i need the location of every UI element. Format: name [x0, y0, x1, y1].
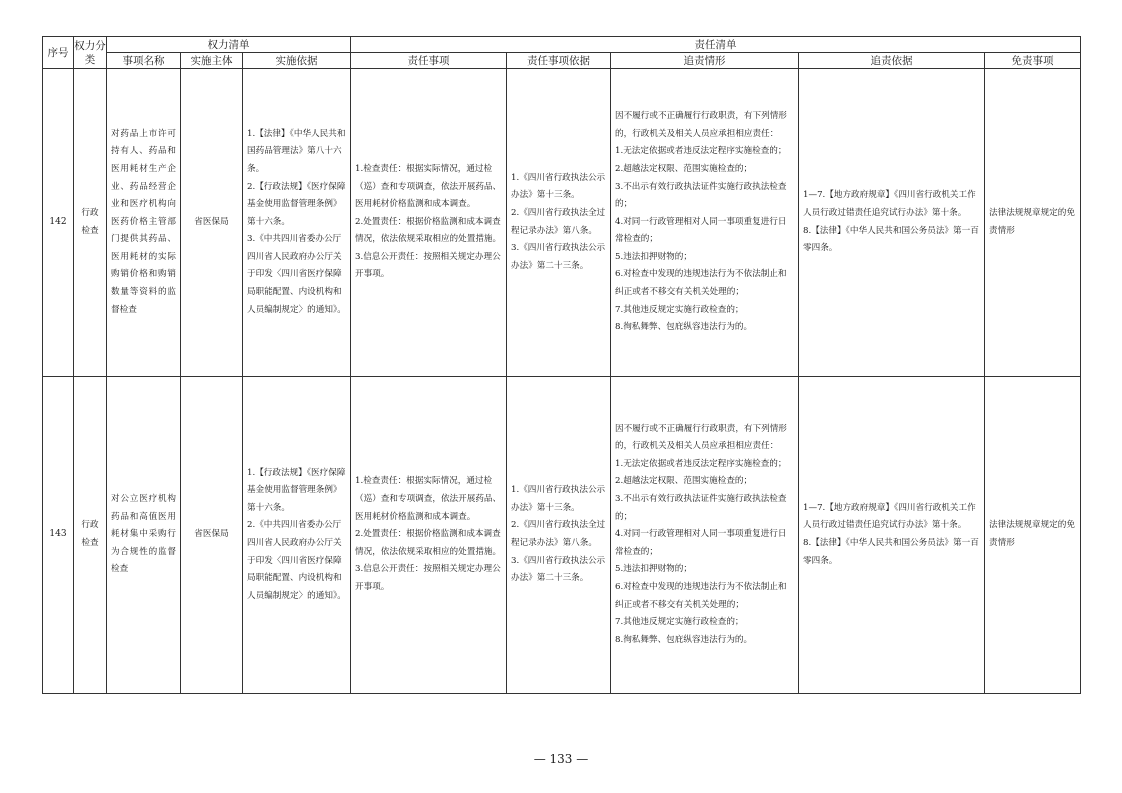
header-accountability: 追责情形: [611, 53, 799, 69]
row-account-basis: 1—7.【地方政府规章】《四川省行政机关工作人员行政过错责任追究试行办法》第十条。 8.【法律】《中华人民共和国公务员法》第一百零四条。: [799, 69, 985, 377]
row-basis: 1.【法律】《中华人民共和国药品管理法》第八十六条。 2.【行政法规】《医疗保障基金使用监督管理条例》第十六条。 3.《中共四川省委办公厅 四川省人民政府办公厅关于印发〈四川省医疗保障局职能配置、内设机构和人员编制规定〉的通知》。: [243, 69, 351, 377]
header-exemption: 免责事项: [985, 53, 1081, 69]
row-accountability: 因不履行或不正确履行行政职责，有下列情形的，行政机关及相关人员应承担相应责任： 1.无法定依据或者违反法定程序实施检查的； 2.超越法定权限、范围实施检查的； 3.不出示有效行政执法证件实施行政执法检查的； 4.对同一行政管理相对人同一事项重复进行日常检查的； 5.违法扣押财物的； 6.对检查中发现的违规违法行为不依法制止和纠正或者不移交有关机关处理的； 7.其他违反规定实施行政检查的； 8.徇私舞弊、包庇纵容违法行为的。: [611, 377, 799, 694]
header-implementer: 实施主体: [181, 53, 243, 69]
power-responsibility-table: [42, 36, 1081, 694]
row-category: 行政检查: [74, 377, 107, 694]
row-item-name: 对公立医疗机构药品和高值医用耗材集中采购行为合规性的监督检查: [107, 377, 181, 694]
row-resp-basis: 1.《四川省行政执法公示办法》第十三条。 2.《四川省行政执法全过程记录办法》第八条。 3.《四川省行政执法公示办法》第二十三条。: [507, 377, 611, 694]
header-power-category: 权力分类: [74, 37, 107, 69]
row-account-basis: 1—7.【地方政府规章】《四川省行政机关工作人员行政过错责任追究试行办法》第十条。 8.【法律】《中华人民共和国公务员法》第一百零四条。: [799, 377, 985, 694]
row-accountability: 因不履行或不正确履行行政职责，有下列情形的，行政机关及相关人员应承担相应责任： 1.无法定依据或者违反法定程序实施检查的； 2.超越法定权限、范围实施检查的； 3.不出示有效行政执法证件实施行政执法检查的； 4.对同一行政管理相对人同一事项重复进行日常检查的； 5.违法扣押财物的； 6.对检查中发现的违规违法行为不依法制止和纠正或者不移交有关机关处理的； 7.其他违反规定实施行政检查的； 8.徇私舞弊、包庇纵容违法行为的。: [611, 69, 799, 377]
row-category: 行政检查: [74, 69, 107, 377]
row-seq: 143: [43, 377, 74, 694]
row-implementer: 省医保局: [181, 377, 243, 694]
row-basis: 1.【行政法规】《医疗保障基金使用监督管理条例》第十六条。 2.《中共四川省委办公厅 四川省人民政府办公厅关于印发〈四川省医疗保障局职能配置、内设机构和人员编制规定〉的通知》。: [243, 377, 351, 694]
row-resp-basis: 1.《四川省行政执法公示办法》第十三条。 2.《四川省行政执法全过程记录办法》第八条。 3.《四川省行政执法公示办法》第二十三条。: [507, 69, 611, 377]
header-resp-items: 责任事项: [351, 53, 507, 69]
table-row: [43, 377, 1081, 694]
header-power-list: 权力清单: [107, 37, 351, 53]
row-seq: 142: [43, 69, 74, 377]
header-account-basis: 追责依据: [799, 53, 985, 69]
header-responsibility-list: 责任清单: [351, 37, 1081, 53]
header-resp-basis: 责任事项依据: [507, 53, 611, 69]
row-implementer: 省医保局: [181, 69, 243, 377]
header-seq: 序号: [43, 37, 74, 69]
row-resp-items: 1.检查责任：根据实际情况，通过检（巡）查和专项调查，依法开展药品、医用耗材价格监测和成本调查。 2.处置责任：根据价格监测和成本调查情况，依法依规采取相应的处置措施。 3.信息公开责任：按照相关规定办理公开事项。: [351, 69, 507, 377]
row-exemption: 法律法规规章规定的免责情形: [985, 377, 1081, 694]
row-item-name: 对药品上市许可持有人、药品和医用耗材生产企业、药品经营企业和医疗机构向医药价格主管部门提供其药品、医用耗材的实际购销价格和购销数量等资料的监督检查: [107, 69, 181, 377]
header-item-name: 事项名称: [107, 53, 181, 69]
table-row: [43, 69, 1081, 377]
row-exemption: 法律法规规章规定的免责情形: [985, 69, 1081, 377]
row-resp-items: 1.检查责任：根据实际情况，通过检（巡）查和专项调查，依法开展药品、医用耗材价格监测和成本调查。 2.处置责任：根据价格监测和成本调查情况，依法依规采取相应的处置措施。 3.信息公开责任：按照相关规定办理公开事项。: [351, 377, 507, 694]
page-number: — 133 —: [533, 752, 589, 766]
header-basis: 实施依据: [243, 53, 351, 69]
